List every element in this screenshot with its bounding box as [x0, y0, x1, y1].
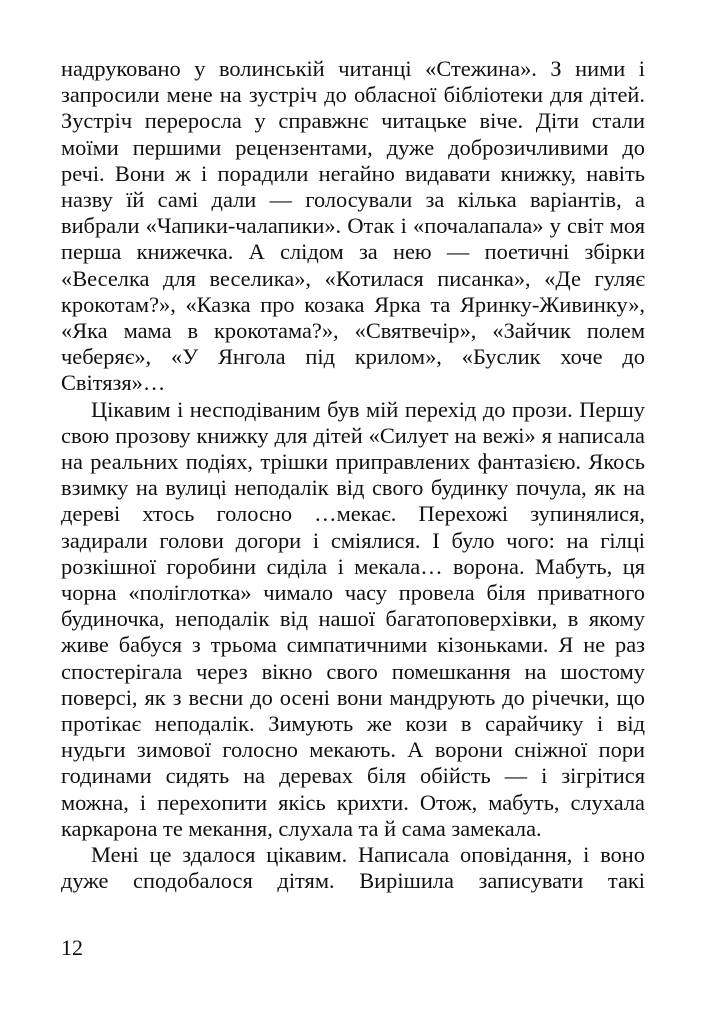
document-page	[61, 56, 645, 895]
paragraph-2: Цікавим і несподіваним був мій перехід до прози. Першу свою прозову книжку для дітей «Силует на вежі» я написала на реальних подіях, трішки приправлених фантазією. Якось взимку на вулиці неподалік від свого будинку почула, як на дереві хтось голосно …мекає. Перехожі зупинялися, задирали голови догори і сміялися. І було чого: на гілці розкішної горобини сиділа і мекала… ворона. Мабуть, ця чорна «поліглотка» чимало часу провела біля приватного будиночка, неподалік від нашої багатоповерхівки, в якому живе бабуся з трьома симпатичними кізоньками. Я не раз спостерігала через вікно свого помешкання на шостому поверсі, як з весни до осені вони мандрують до річечки, що протікає неподалік. Зимують же кози в сарайчику і від нудьги зимової голосно мекають. А ворони сніжної пори годинами сидять на деревах біля обійсть — і зігрітися можна, і перехопити якісь крихти. Отож, мабуть, слухала каркарона те мекання, слухала та й сама замекала.	[61, 396, 645, 841]
paragraph-3: Мені це здалося цікавим. Написала оповідання, і воно дуже сподобалося дітям. Вирішила записувати такі	[61, 842, 645, 894]
paragraph-1: надруковано у волинській читанці «Стежина». З ними і запросили мене на зустріч до обласної бібліотеки для дітей. Зустріч переросла у справжнє читацьке віче. Діти стали моїми першими рецензентами, дуже доброзичливими до речі. Вони ж і порадили негайно видавати книжку, навіть назву їй самі дали — голосували за кілька варіантів, а вибрали «Чапики-чалапики». Отак і «почалапала» у світ моя перша книжечка. А слідом за нею — поетичні збірки «Веселка для веселика», «Котилася писанка», «Де гуляє крокотам?», «Казка про козака Ярка та Яринку-Живинку», «Яка мама в крокотама?», «Святвечір», «Зайчик полем чеберяє», «У Янгола під крилом», «Буслик хоче до Світязя»…	[61, 56, 645, 396]
page-number: 12	[61, 935, 83, 960]
